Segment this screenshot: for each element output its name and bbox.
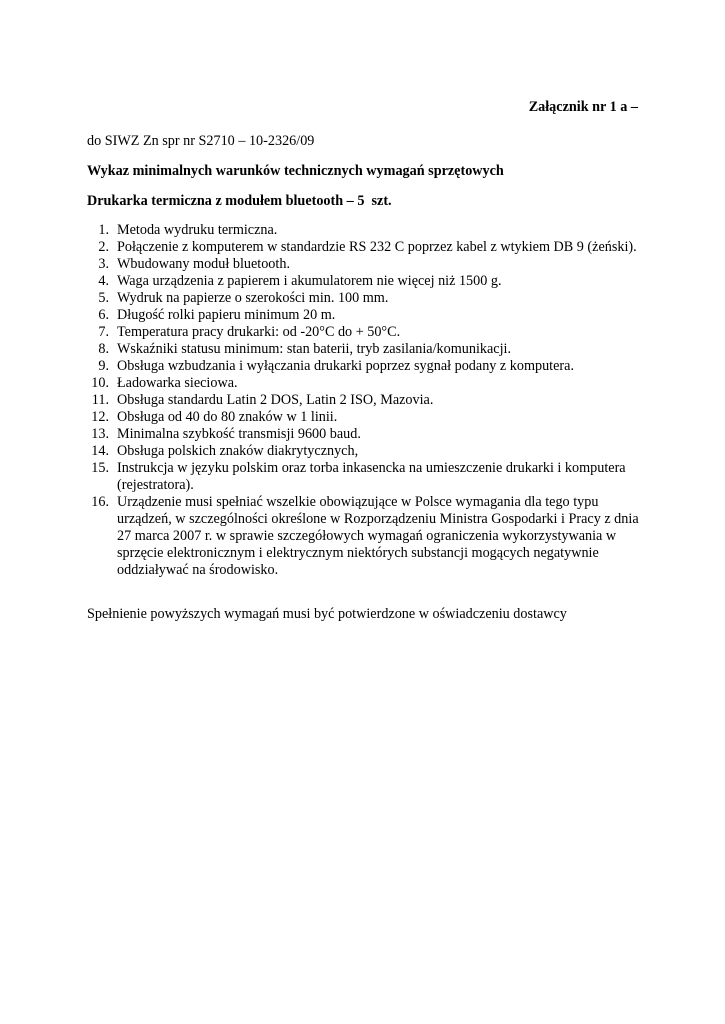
requirement-number: 12. xyxy=(91,409,109,425)
requirement-text: Ładowarka sieciowa. xyxy=(117,375,238,391)
requirement-item xyxy=(87,426,647,443)
requirement-number: 7. xyxy=(98,324,109,340)
requirement-text: Minimalna szybkość transmisji 9600 baud. xyxy=(117,426,361,442)
requirement-item xyxy=(87,222,647,239)
requirement-number: 13. xyxy=(91,426,109,442)
requirement-number: 10. xyxy=(91,375,109,391)
requirement-item xyxy=(87,324,647,341)
requirement-number: 4. xyxy=(98,273,109,289)
requirement-text: Obsługa polskich znaków diakrytycznych, xyxy=(117,443,359,459)
requirement-text: Wydruk na papierze o szerokości min. 100 mm. xyxy=(117,290,389,306)
requirement-number: 14. xyxy=(91,443,109,459)
requirement-text: Waga urządzenia z papierem i akumulatorem nie więcej niż 1500 g. xyxy=(117,273,502,289)
requirement-item xyxy=(87,290,647,307)
requirement-text: Połączenie z komputerem w standardzie RS 232 C poprzez kabel z wtykiem DB 9 (żeński). xyxy=(117,239,637,255)
requirement-item xyxy=(87,494,647,579)
requirement-text: Wskaźniki statusu minimum: stan baterii, tryb zasilania/komunikacji. xyxy=(117,341,512,357)
requirement-text: Temperatura pracy drukarki: od -20°C do + 50°C. xyxy=(117,324,401,340)
requirement-item xyxy=(87,256,647,273)
requirement-text: Metoda wydruku termiczna. xyxy=(117,222,278,238)
requirements-list xyxy=(87,222,647,579)
requirement-item xyxy=(87,409,647,426)
requirement-text: Urządzenie musi spełniać wszelkie obowiązujące w Polsce wymagania dla tego typu urządzeń, w szczególności określone w Rozporządzeniu Ministra Gospodarki i Pracy z dnia 27 marca 2007 r. w sprawie szczegółowych wymagań ograniczenia wykorzystywania w sprzęcie elektronicznym i elektrycznym niektórych substancji mogących negatywnie oddziaływać na środowisko. xyxy=(117,494,639,578)
requirement-item xyxy=(87,443,647,460)
closing-note: Spełnienie powyższych wymagań musi być potwierdzone w oświadczeniu dostawcy xyxy=(87,606,567,622)
requirement-item xyxy=(87,273,647,290)
requirement-text: Obsługa wzbudzania i wyłączania drukarki poprzez sygnał podany z komputera. xyxy=(117,358,574,374)
requirement-item xyxy=(87,392,647,409)
requirement-text: Obsługa od 40 do 80 znaków w 1 linii. xyxy=(117,409,338,425)
requirement-text: Wbudowany moduł bluetooth. xyxy=(117,256,290,272)
requirement-text: Długość rolki papieru minimum 20 m. xyxy=(117,307,336,323)
requirement-number: 9. xyxy=(98,358,109,374)
reference-line: do SIWZ Zn spr nr S2710 – 10-2326/09 xyxy=(87,133,315,149)
device-subheading: Drukarka termiczna z modułem bluetooth – 5 szt. xyxy=(87,193,392,209)
requirement-text: Instrukcja w języku polskim oraz torba inkasencka na umieszczenie drukarki i komputera (rejestratora). xyxy=(117,460,626,493)
requirement-number: 15. xyxy=(91,460,109,476)
requirement-item xyxy=(87,239,647,256)
requirement-item xyxy=(87,460,647,494)
requirement-number: 5. xyxy=(98,290,109,306)
requirement-number: 1. xyxy=(98,222,109,238)
annex-label: Załącznik nr 1 a – xyxy=(528,99,638,115)
document-heading: Wykaz minimalnych warunków technicznych wymagań sprzętowych xyxy=(87,163,504,179)
requirement-item xyxy=(87,375,647,392)
requirement-item xyxy=(87,341,647,358)
requirement-number: 2. xyxy=(98,239,109,255)
requirement-number: 11. xyxy=(91,392,109,408)
requirement-number: 6. xyxy=(98,307,109,323)
requirement-number: 8. xyxy=(98,341,109,357)
requirement-item xyxy=(87,307,647,324)
requirement-text: Obsługa standardu Latin 2 DOS, Latin 2 ISO, Mazovia. xyxy=(117,392,434,408)
requirement-number: 3. xyxy=(98,256,109,272)
requirement-number: 16. xyxy=(91,494,109,510)
requirement-item xyxy=(87,358,647,375)
